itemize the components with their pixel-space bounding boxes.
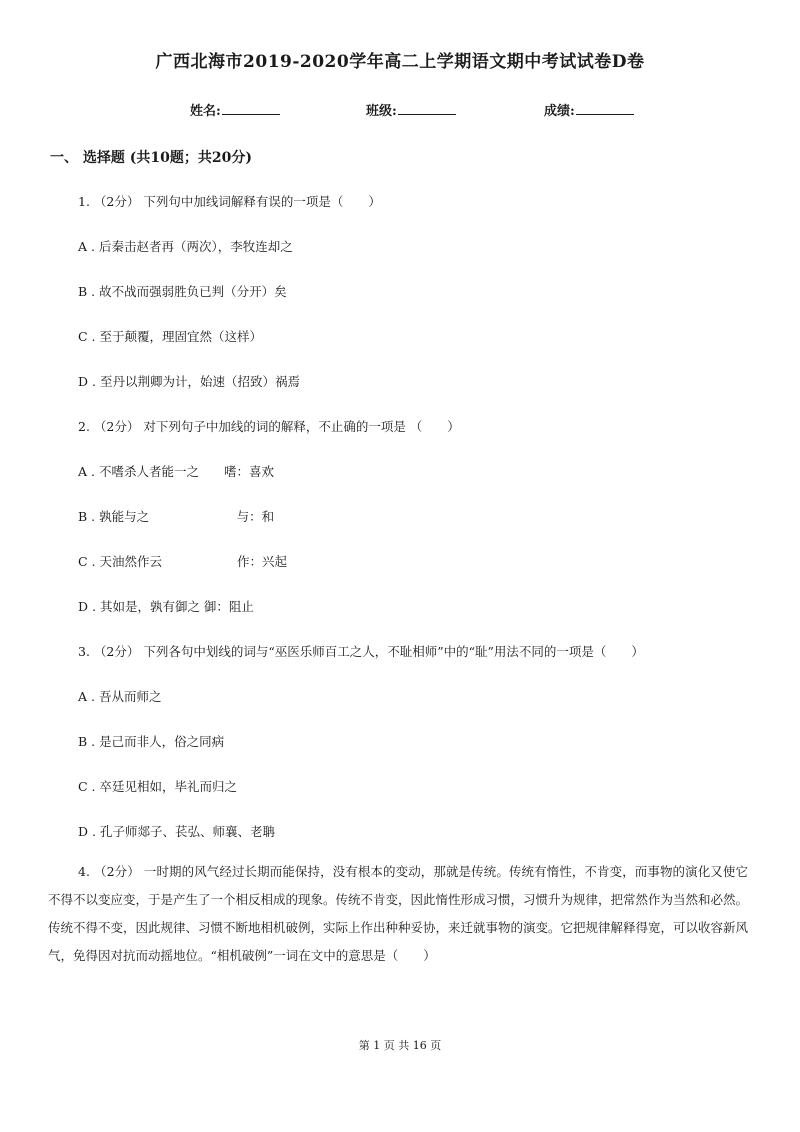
question-1-option-d: D . 至丹以荆卿为计，始速（招致）祸焉 [78, 374, 300, 389]
question-2-stem: 2. （2分） 对下列句子中加线的词的解释，不止确的一项是 （ ） [78, 419, 460, 434]
score-field[interactable] [544, 100, 634, 119]
question-2-option-c: C . 天油然作云 作：兴起 [78, 554, 287, 569]
question-3-stem: 3. （2分） 下列各句中划线的词与“巫医乐师百工之人，不耻相师”中的“耻”用法不同的一项是（ ） [78, 644, 644, 659]
question-1-option-c: C . 至于颠覆，理固宜然（这样） [78, 329, 262, 344]
question-2-option-b: B . 孰能与之 与：和 [78, 509, 275, 524]
name-label: 姓名: [190, 104, 221, 119]
question-3-option-a: A . 吾从而师之 [78, 689, 162, 704]
question-1-option-b: B . 故不战而强弱胜负已判（分开）矣 [78, 284, 287, 299]
question-1-stem: 1. （2分） 下列句中加线词解释有误的一项是（ ） [78, 194, 381, 209]
class-field[interactable] [366, 100, 456, 119]
question-3-option-b: B . 是己而非人，俗之同病 [78, 734, 225, 749]
question-1-option-a: A . 后秦击赵者再（两次），李牧连却之 [78, 239, 293, 254]
page-footer: 第 1 页 共 16 页 [358, 1039, 442, 1052]
name-field[interactable] [190, 100, 280, 119]
name-blank[interactable] [222, 101, 280, 115]
question-3-option-d: D . 孔子师郯子、苌弘、师襄、老聃 [78, 824, 275, 839]
question-4-stem: 4. （2分） 一时期的风气经过长期而能保持，没有根本的变动，那就是传统。传统有惰性，不肯变，而事物的演化又使它不得不以变应变，于是产生了一个相反相成的现象。传统不肯变，因此惰性形成习惯，习惯升为规律，把常然作为当然和必然。传统不得不变，因此规律、习惯不断地相机破例，实际上作出种种妥协，来迁就事物的演变。它把规律解释得宽，可以收容新风气，免得因对抗而动摇地位。“相机破例”一词在文中的意思是（ ） [48, 864, 749, 963]
question-2-option-d: D . 其如是，孰有御之 御：阻止 [78, 599, 254, 614]
question-2-option-a: A . 不嗜杀人者能一之 嗜：喜欢 [78, 464, 274, 479]
exam-title: 广西北海市2019-2020学年高二上学期语文期中考试试卷D卷 [155, 52, 645, 72]
class-blank[interactable] [398, 101, 456, 115]
score-label: 成绩: [544, 104, 575, 119]
score-blank[interactable] [576, 101, 634, 115]
section-heading: 一、 选择题 (共10题；共20分) [50, 150, 252, 166]
class-label: 班级: [366, 104, 397, 119]
question-3-option-c: C . 卒廷见相如，毕礼而归之 [78, 779, 237, 794]
